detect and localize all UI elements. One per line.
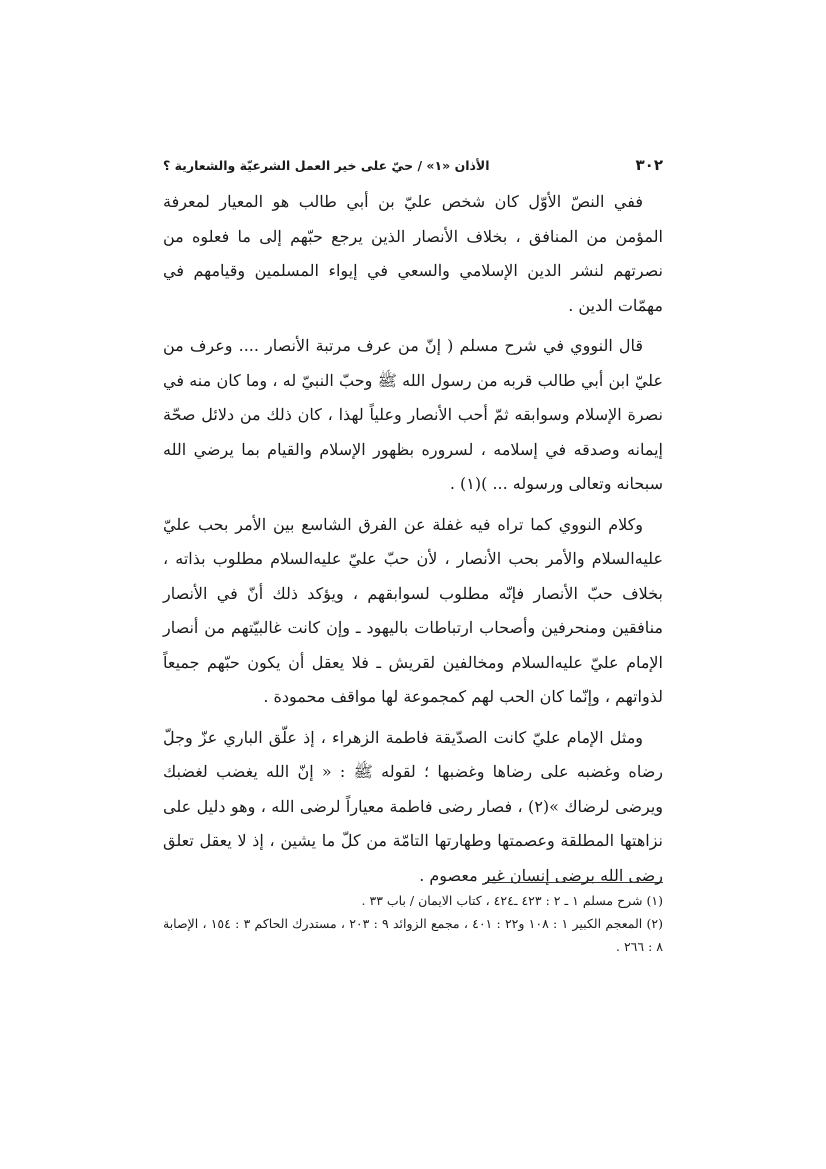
paragraph: قال النووي في شرح مسلم ( إنّ من عرف مرتبة الأنصار .... وعرف من عليّ ابن أبي طالب قربه من رسول الله ﷺ وحبّ النبيّ له ، وما كان منه في نصرة الإسلام وسوابقه ثمّ أحب الأنصار وعلياً لهذا ، كان ذلك من دلائل صحّة إيمانه وصدقه في إسلامه ، لسروره بظهور الإسلام والقيام بما يرضي الله سبحانه وتعالى ورسوله ... )(١) .: [163, 336, 663, 493]
footnote: (١) شرح مسلم ١ ـ ٢ : ٤٢٣ ـ٤٢٤ ، كتاب الايمان / باب ٣٣ .: [361, 893, 663, 908]
page-header: [163, 148, 663, 182]
running-title: الأذان «١» / حيّ على خير العمل الشرعيّة والشعارية ؟: [163, 157, 490, 173]
footnotes: [163, 889, 663, 958]
footnote-divider: [485, 882, 663, 883]
main-text: [163, 185, 663, 899]
page-number: ٣٠٢: [635, 156, 663, 174]
paragraph: ففي النصّ الأوّل كان شخص عليّ بن أبي طالب هو المعيار لمعرفة المؤمن من المنافق ، بخلاف الأنصار الذين يرجع حبّهم إلى ما فعلوه من نصرتهم لنشر الدين الإسلامي والسعي في إيواء المسلمين وقيامهم في مهمّات الدين .: [163, 192, 663, 315]
paragraph: وكلام النووي كما تراه فيه غفلة عن الفرق الشاسع بين الأمر بحب عليّ عليه‌السلام والأمر بحب الأنصار ، لأن حبّ عليّ عليه‌السلام مطلوب بذاته ، بخلاف حبّ الأنصار فإنّه مطلوب لسوابقهم ، ويؤكد ذلك أنّ في الأنصار منافقين ومنحرفين وأصحاب ارتباطات باليهود ـ وإن كانت غالبيّتهم من أنصار الإمام عليّ عليه‌السلام ومخالفين لقريش ـ فلا يعقل أن يكون حبّهم جميعاً لذواتهم ، وإنّما كان الحب لهم كمجموعة لها مواقف محمودة .: [163, 514, 663, 706]
paragraph: ومثل الإمام عليّ كانت الصدّيقة فاطمة الزهراء ، إذ علّق الباري عزّ وجلّ رضاه وغضبه على رضاها وغضبها ؛ لقوله ﷺ : « إنّ الله يغضب لغضبك ويرضى لرضاك »(٢) ، فصار رضى فاطمة معياراً لرضى الله ، وهو دليل على نزاهتها المطلقة وعصمتها وطهارتها التامّة من كلّ ما يشين ، إذ لا يعقل تعلق رضى الله برضى إنسان غير معصوم .: [163, 727, 664, 885]
footnote: (٢) المعجم الكبير ١ : ١٠٨ و٢٢ : ٤٠١ ، مجمع الزوائد ٩ : ٢٠٣ ، مستدرك الحاكم ٣ : ١٥٤ ، الإصابة ٨ : ٢٦٦ .: [163, 916, 663, 954]
